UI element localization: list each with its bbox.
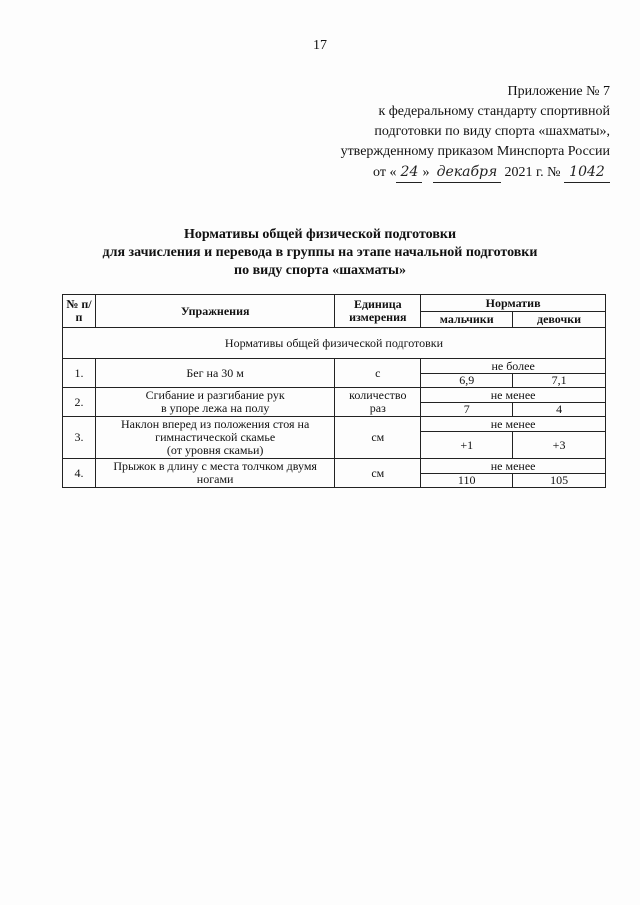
header-num: № п/п xyxy=(63,295,96,328)
value-boys: 6,9 xyxy=(421,374,513,388)
exercise-line: Сгибание и разгибание рук xyxy=(145,388,285,402)
row-exercise: Бег на 30 м xyxy=(95,359,334,388)
unit-line: количество xyxy=(349,388,407,402)
row-num: 1. xyxy=(63,359,96,388)
row-condition: не менее xyxy=(421,417,606,432)
row-condition: не менее xyxy=(421,388,606,403)
value-girls: 105 xyxy=(513,474,606,488)
appendix-title: Приложение № 7 xyxy=(507,84,610,99)
page-number: 17 xyxy=(313,38,327,53)
row-exercise xyxy=(95,388,334,417)
norms-table xyxy=(62,294,606,488)
title-line-3: по виду спорта «шахматы» xyxy=(234,263,406,278)
table-row xyxy=(63,459,606,474)
date-prefix: от « xyxy=(373,165,397,180)
row-num: 3. xyxy=(63,417,96,459)
header-norm: Норматив xyxy=(421,295,606,312)
row-unit: с xyxy=(335,359,421,388)
row-unit xyxy=(335,388,421,417)
handwritten-day: 24 xyxy=(396,162,422,183)
row-exercise xyxy=(95,459,334,488)
document-title xyxy=(0,226,640,280)
exercise-line: Наклон вперед из положения стоя на xyxy=(120,417,310,431)
header-exercise: Упражнения xyxy=(95,295,334,328)
header-girls: девочки xyxy=(513,312,606,328)
row-condition: не менее xyxy=(421,459,606,474)
appendix-line-3: подготовки по виду спорта «шахматы», xyxy=(374,124,610,139)
row-unit: см xyxy=(335,459,421,488)
exercise-line: гимнастической скамье xyxy=(155,430,276,444)
unit-line: раз xyxy=(369,401,386,415)
header-unit: Единица измерения xyxy=(335,295,421,328)
appendix-block xyxy=(310,82,610,183)
appendix-line-2: к федеральному стандарту спортивной xyxy=(378,104,610,119)
value-boys: +1 xyxy=(421,432,513,459)
title-line-1: Нормативы общей физической подготовки xyxy=(183,227,457,242)
value-boys: 7 xyxy=(421,403,513,417)
date-year: 2021 г. № xyxy=(504,165,561,180)
exercise-line: в упоре лежа на полу xyxy=(160,401,270,415)
handwritten-month: декабря xyxy=(433,162,501,183)
table-row xyxy=(63,359,606,374)
section-title: Нормативы общей физической подготовки xyxy=(63,328,606,359)
order-date-line xyxy=(310,162,610,183)
row-exercise xyxy=(95,417,334,459)
value-girls: 7,1 xyxy=(513,374,606,388)
table-row xyxy=(63,388,606,403)
row-num: 4. xyxy=(63,459,96,488)
row-unit: см xyxy=(335,417,421,459)
handwritten-order-number: 1042 xyxy=(564,162,610,183)
exercise-line: (от уровня скамьи) xyxy=(166,443,264,457)
exercise-line: Прыжок в длину с места толчком двумя xyxy=(113,459,317,473)
value-girls: +3 xyxy=(513,432,606,459)
row-condition: не более xyxy=(421,359,606,374)
date-mid: » xyxy=(422,165,430,180)
section-row xyxy=(63,328,606,359)
appendix-line-4: утвержденному приказом Минспорта России xyxy=(340,144,610,159)
title-line-2: для зачисления и перевода в группы на этапе начальной подготовки xyxy=(102,245,538,260)
value-boys: 110 xyxy=(421,474,513,488)
table-row xyxy=(63,417,606,432)
header-boys: мальчики xyxy=(421,312,513,328)
exercise-line: ногами xyxy=(196,472,234,486)
value-girls: 4 xyxy=(513,403,606,417)
header-row xyxy=(63,295,606,312)
row-num: 2. xyxy=(63,388,96,417)
